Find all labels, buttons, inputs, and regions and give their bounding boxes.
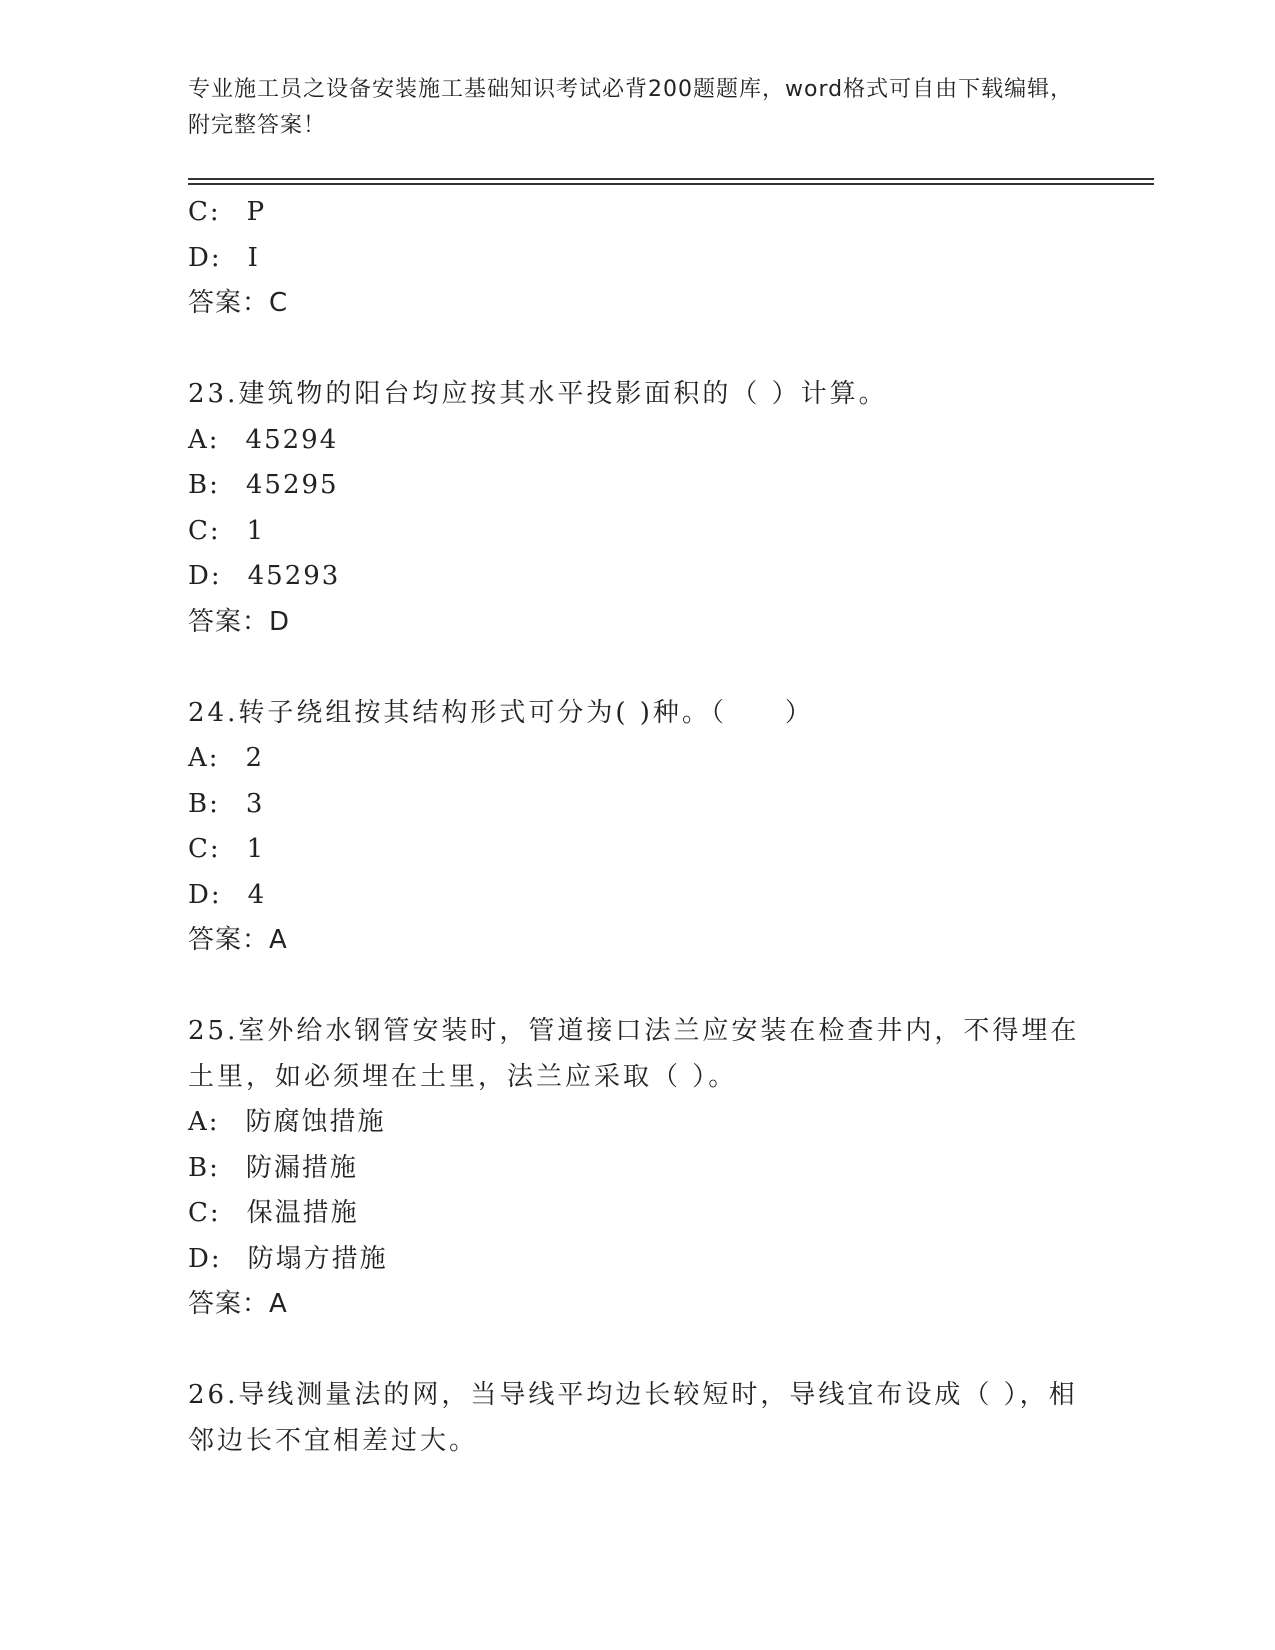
answer-line: 答案：A [188, 925, 288, 955]
document-body [188, 190, 1088, 1464]
option-b: B: 45295 [188, 470, 339, 500]
option-d: D: 4 [188, 879, 267, 910]
option-c: C: 1 [188, 515, 266, 546]
option-b: B: 3 [188, 788, 265, 819]
answer-line: 答案：C [188, 288, 289, 318]
option-d: D: I [188, 242, 260, 273]
option-c: C: 保温措施 [188, 1198, 359, 1228]
document-header: 专业施工员之设备安装施工基础知识考试必背200题题库，word格式可自由下载编辑，附完整答案！ [188, 77, 1074, 138]
option-a: A: 2 [188, 743, 265, 773]
header-rule-top [188, 178, 1154, 180]
option-b: B: 防漏措施 [188, 1152, 358, 1183]
question-23-text: 23.建筑物的阳台均应按其水平投影面积的（ ）计算。 [188, 379, 888, 409]
option-a: A: 45294 [188, 424, 339, 455]
option-a: A: 防腐蚀措施 [188, 1107, 386, 1137]
answer-line: 答案：A [188, 1289, 288, 1319]
option-d: D: 45293 [188, 561, 341, 591]
question-26-text: 26.导线测量法的网，当导线平均边长较短时，导线宜布设成（ ），相邻边长不宜相差过大。 [188, 1380, 1078, 1456]
answer-line: 答案：D [188, 606, 291, 637]
header-rule-bottom [188, 183, 1154, 185]
option-c: C: 1 [188, 834, 266, 864]
option-c: C: P [188, 197, 267, 227]
question-24-text: 24.转子绕组按其结构形式可分为( )种。（ ） [188, 697, 814, 728]
option-d: D: 防塌方措施 [188, 1243, 388, 1274]
question-25-text: 25.室外给水钢管安装时，管道接口法兰应安装在检查井内，不得埋在土里，如必须埋在土里，法兰应采取（ ）。 [188, 1016, 1080, 1092]
